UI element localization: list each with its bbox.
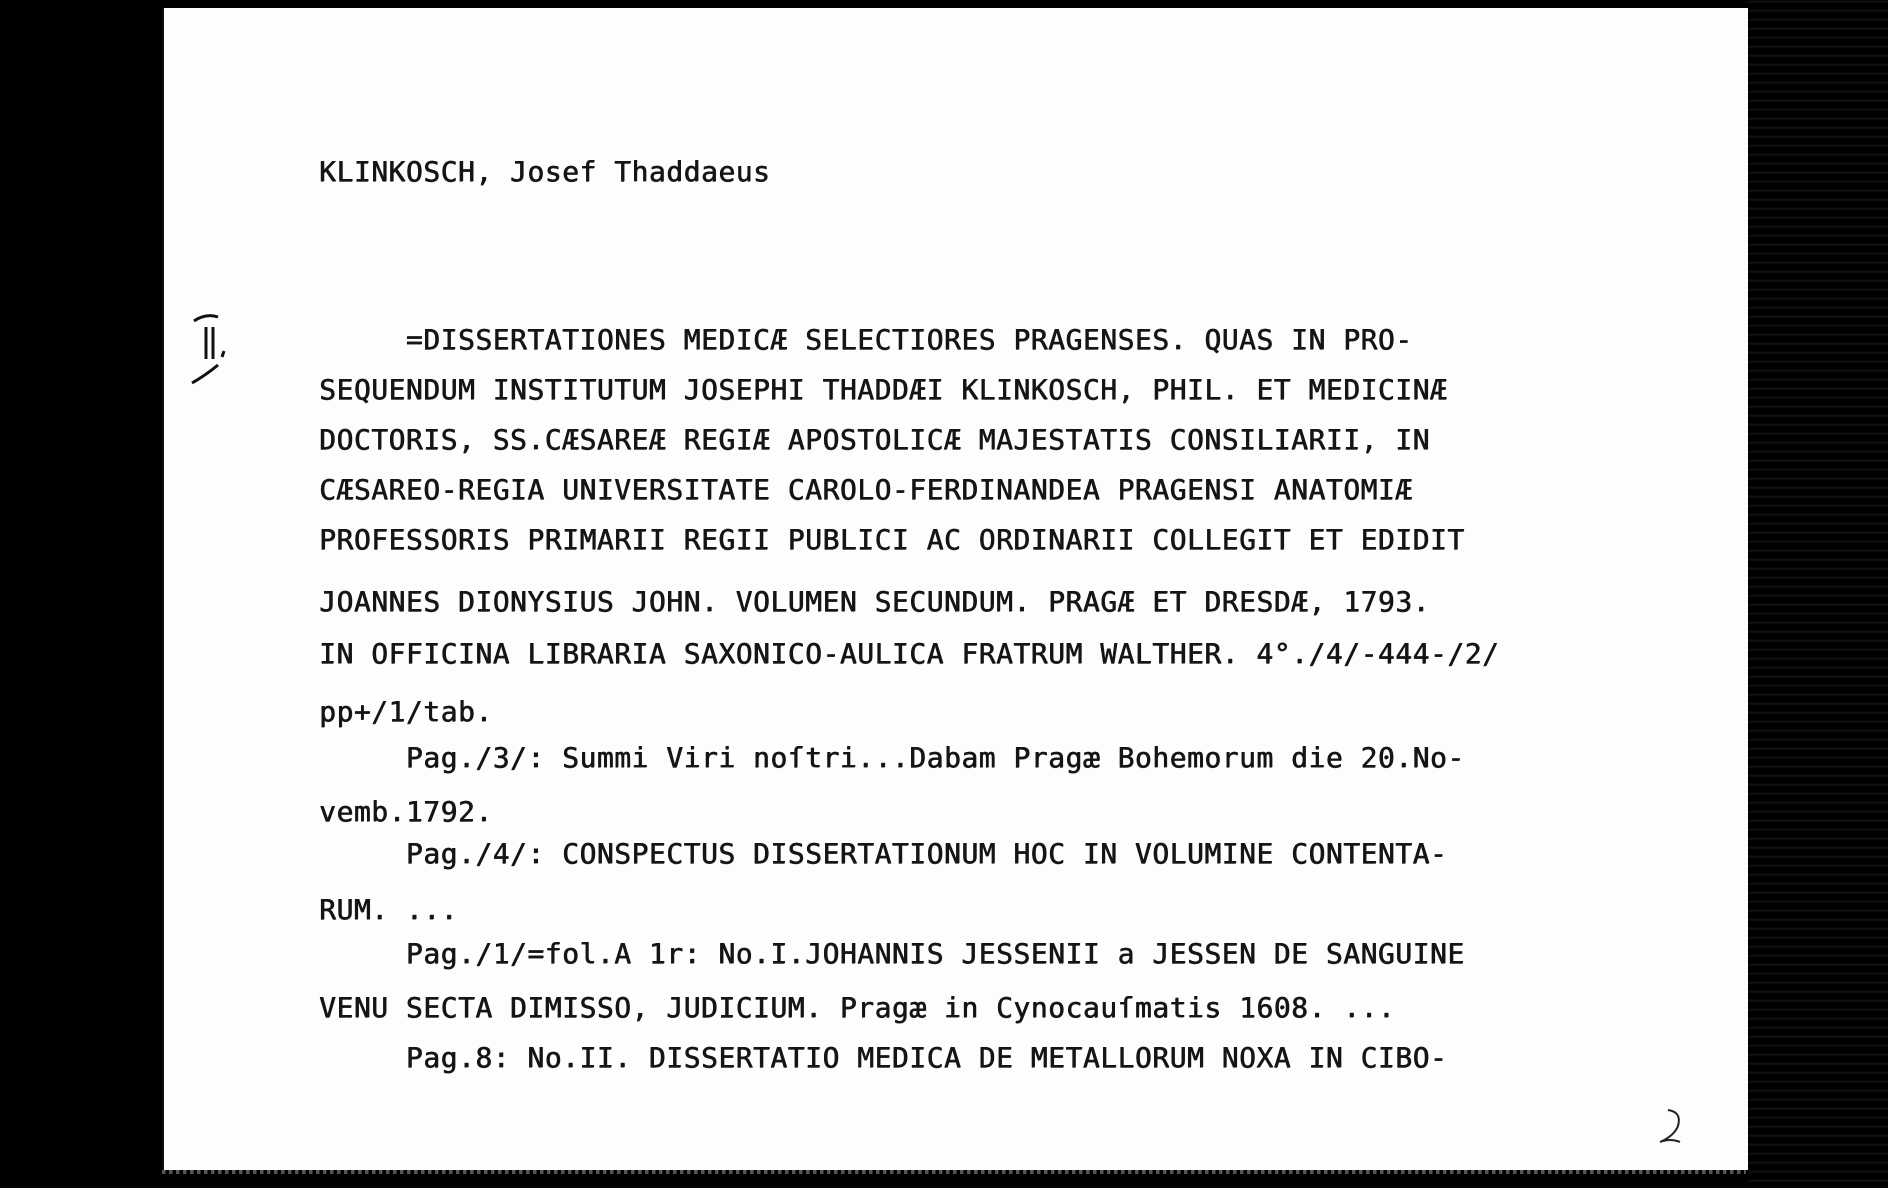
card-line: VENU SECTA DIMISSO, JUDICIUM. Pragæ in Cynocauſmatis 1608. ... [319, 991, 1396, 1024]
card-line: =DISSERTATIONES MEDICÆ SELECTIORES PRAGENSES. QUAS IN PRO- [319, 323, 1413, 356]
catalog-card [162, 8, 1748, 1170]
card-line: CÆSAREO-REGIA UNIVERSITATE CAROLO-FERDINANDEA PRAGENSI ANATOMIÆ [319, 473, 1413, 506]
handwritten-corner-mark [1648, 1102, 1698, 1152]
card-line: SEQUENDUM INSTITUTUM JOSEPHI THADDÆI KLINKOSCH, PHIL. ET MEDICINÆ [319, 373, 1448, 406]
scan-edge-noise-right [1748, 0, 1888, 1188]
card-line: IN OFFICINA LIBRARIA SAXONICO-AULICA FRATRUM WALTHER. 4°./4/-444-/2/ [319, 637, 1500, 670]
handwritten-annotation [184, 303, 244, 393]
scan-edge-noise-bottom [162, 1170, 1746, 1174]
card-line: DOCTORIS, SS.CÆSAREÆ REGIÆ APOSTOLICÆ MAJESTATIS CONSILIARII, IN [319, 423, 1430, 456]
card-line: vemb.1792. [319, 795, 493, 828]
card-line: Pag.8: No.II. DISSERTATIO MEDICA DE METALLORUM NOXA IN CIBO- [319, 1041, 1448, 1074]
card-line: pp+/1/tab. [319, 695, 493, 728]
card-heading: KLINKOSCH, Josef Thaddaeus [319, 155, 771, 188]
card-line: Pag./1/=fol.A 1r: No.I.JOHANNIS JESSENII a JESSEN DE SANGUINE [319, 937, 1465, 970]
card-line: JOANNES DIONYSIUS JOHN. VOLUMEN SECUNDUM. PRAGÆ ET DRESDÆ, 1793. [319, 585, 1430, 618]
card-line: Pag./4/: CONSPECTUS DISSERTATIONUM HOC IN VOLUMINE CONTENTA- [319, 837, 1448, 870]
card-line: Pag./3/: Summi Viri noſtri...Dabam Pragæ Bohemorum die 20.No- [319, 741, 1465, 774]
card-line: RUM. ... [319, 893, 458, 926]
card-line: PROFESSORIS PRIMARII REGII PUBLICI AC ORDINARII COLLEGIT ET EDIDIT [319, 523, 1465, 556]
